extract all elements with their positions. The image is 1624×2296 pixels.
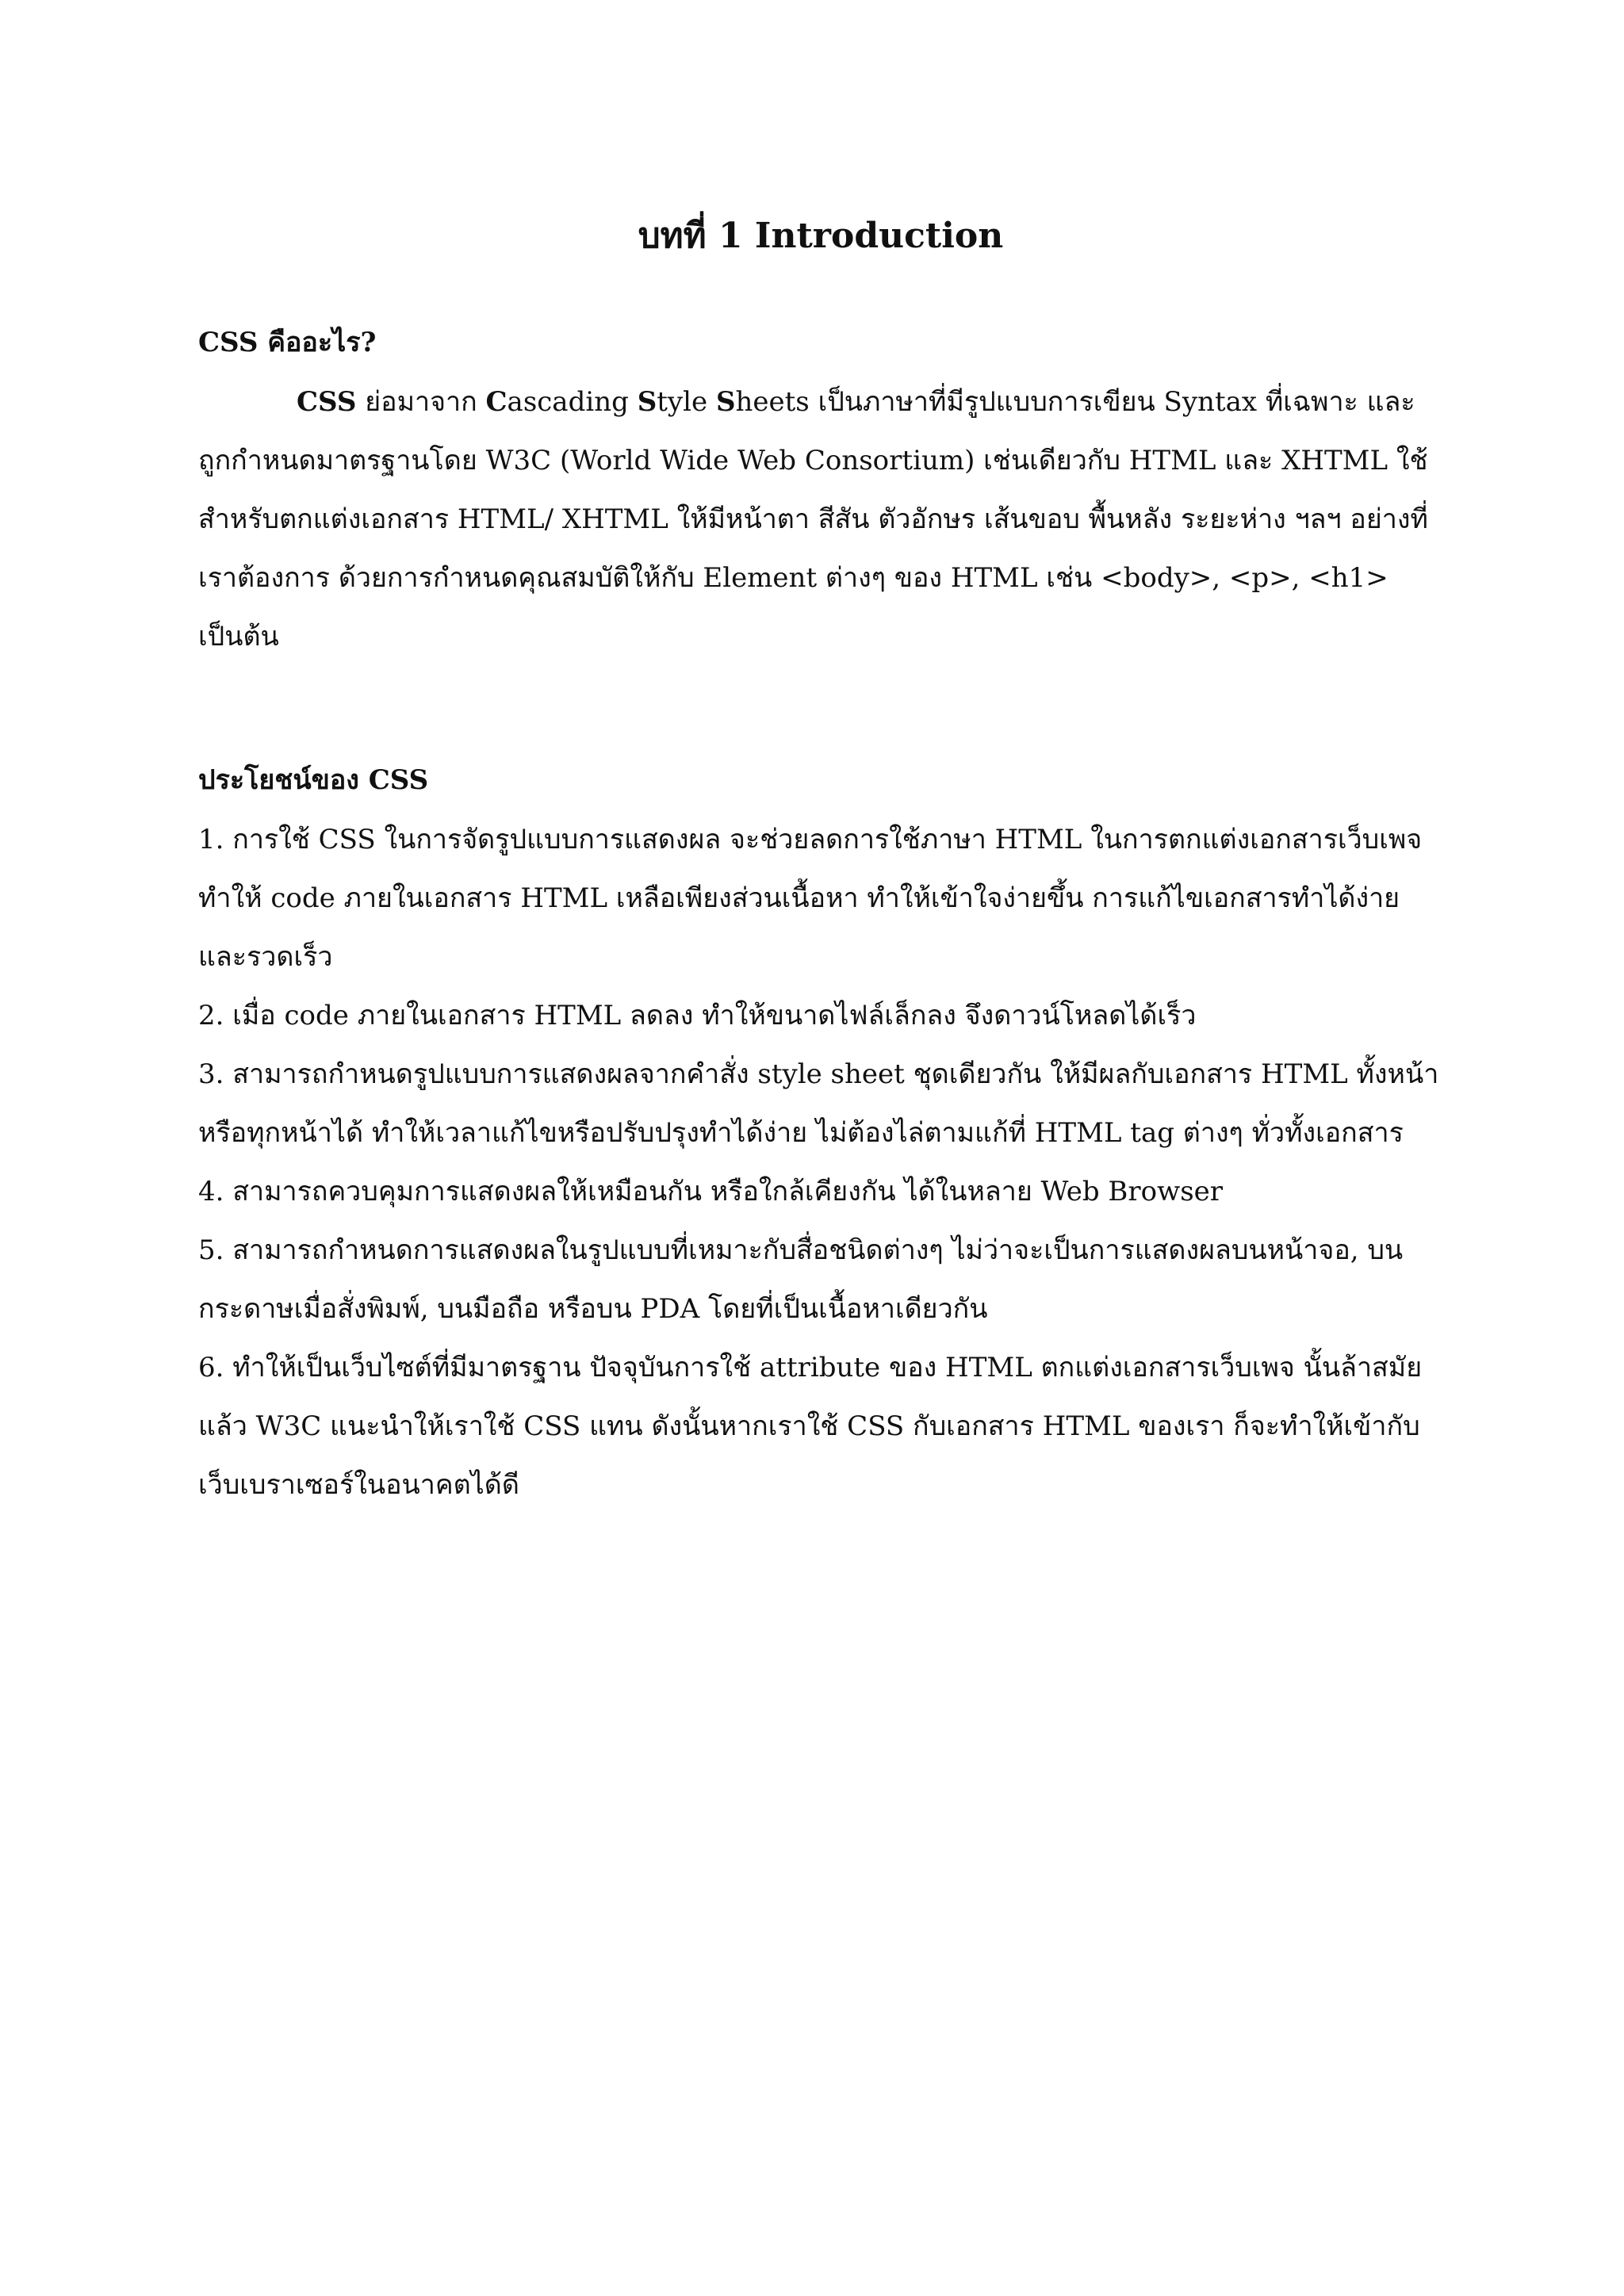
bold-initial-s: S bbox=[637, 386, 657, 418]
css-definition-paragraph bbox=[198, 373, 1443, 666]
text-span: heets bbox=[735, 386, 810, 418]
bold-initial-s2: S bbox=[715, 386, 736, 418]
section-spacer bbox=[198, 666, 1443, 761]
section-what-is-css bbox=[198, 323, 1443, 666]
text-span: ย่อมาจาก bbox=[356, 386, 486, 418]
css-bold-term: CSS bbox=[297, 386, 357, 418]
text-span: ascading bbox=[507, 386, 638, 418]
list-item: 4. สามารถควบคุมการแสดงผลให้เหมือนกัน หรือใกล้เคียงกัน ได้ในหลาย Web Browser bbox=[198, 1176, 1224, 1207]
section-css-benefits bbox=[198, 761, 1443, 1514]
text-span: tyle bbox=[657, 386, 716, 418]
bold-initial-c: C bbox=[485, 386, 508, 418]
chapter-title: บทที่ 1 Introduction bbox=[638, 216, 1004, 256]
section-heading-what-is-css: CSS คืออะไร? bbox=[198, 327, 377, 358]
benefits-list bbox=[198, 810, 1443, 1514]
list-item: 3. สามารถกำหนดรูปแบบการแสดงผลจากคำสั่ง style sheet ชุดเดียวกัน ให้มีผลกับเอกสาร HTML ทั้งหน้าหรือทุกหน้าได้ ทำให้เวลาแก้ไขหรือปรับปรุงทำได้ง่าย ไม่ต้องไล่ตามแก้ที่ HTML tag ต่างๆ ทั่วทั้งเอกสาร bbox=[198, 1058, 1439, 1149]
list-item: 1. การใช้ CSS ในการจัดรูปแบบการแสดงผล จะช่วยลดการใช้ภาษา HTML ในการตกแต่งเอกสารเว็บเพจ ทำให้ code ภายในเอกสาร HTML เหลือเพียงส่วนเนื้อหา ทำให้เข้าใจง่ายขึ้น การแก้ไขเอกสารทำได้ง่ายและรวดเร็ว bbox=[198, 824, 1423, 973]
list-item: 2. เมื่อ code ภายในเอกสาร HTML ลดลง ทำให้ขนาดไฟล์เล็กลง จึงดาวน์โหลดได้เร็ว bbox=[198, 1000, 1197, 1031]
page-content bbox=[198, 212, 1443, 1514]
section-heading-benefits: ประโยชน์ของ CSS bbox=[198, 764, 429, 796]
list-item: 5. สามารถกำหนดการแสดงผลในรูปแบบที่เหมาะกับสื่อชนิดต่างๆ ไม่ว่าจะเป็นการแสดงผลบนหน้าจอ, บนกระดาษเมื่อสั่งพิมพ์, บนมือถือ หรือบน PDA โดยที่เป็นเนื้อหาเดียวกัน bbox=[198, 1234, 1404, 1325]
definition-rest: เป็นภาษาที่มีรูปแบบการเขียน Syntax ที่เฉพาะ และถูกกำหนดมาตรฐานโดย W3C (World Wide Web Consortium) เช่นเดียวกับ HTML และ XHTML ใช้สำหรับตกแต่งเอกสาร HTML/ XHTML ให้มีหน้าตา สีสัน ตัวอักษร เส้นขอบ พื้นหลัง ระยะห่าง ฯลฯ อย่างที่เราต้องการ ด้วยการกำหนดคุณสมบัติให้กับ Element ต่างๆ ของ HTML เช่น <body>, <p>, <h1> เป็นต้น bbox=[198, 386, 1428, 652]
list-item: 6. ทำให้เป็นเว็บไซต์ที่มีมาตรฐาน ปัจจุบันการใช้ attribute ของ HTML ตกแต่งเอกสารเว็บเพจ นั้นล้าสมัยแล้ว W3C แนะนำให้เราใช้ CSS แทน ดังนั้นหากเราใช้ CSS กับเอกสาร HTML ของเรา ก็จะทำให้เข้ากับเว็บเบราเซอร์ในอนาคตได้ดี bbox=[198, 1352, 1423, 1501]
